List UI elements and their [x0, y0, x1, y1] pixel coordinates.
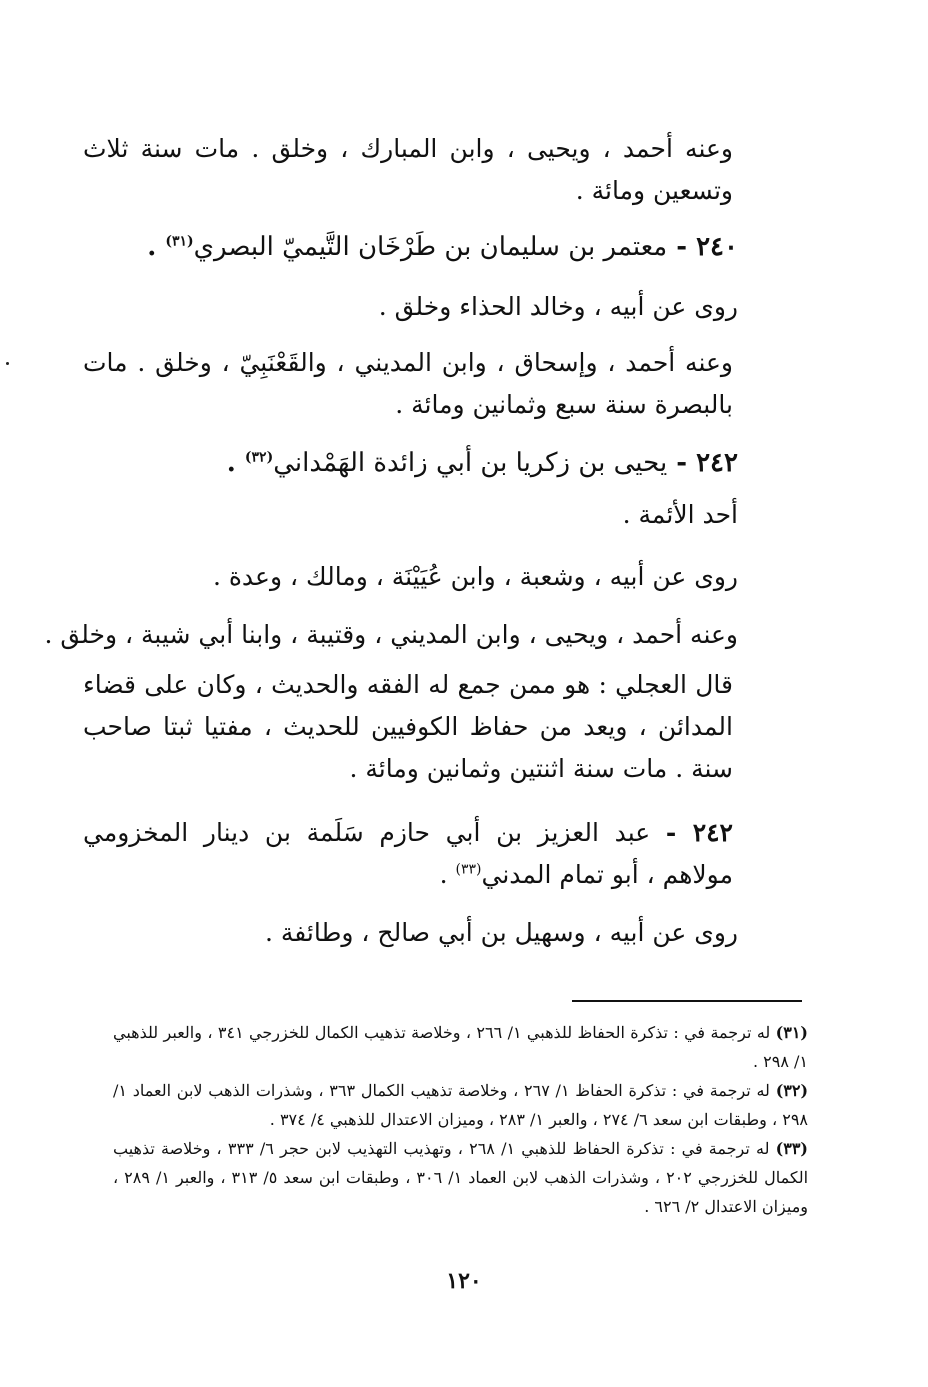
paragraph-text: روى عن أبيه ، وخالد الحذاء وخلق .	[378, 292, 738, 321]
scan-speck	[6, 362, 9, 365]
footnote-ref: (٣٢)	[244, 449, 274, 466]
footnote-ref: (٣٣)	[455, 861, 482, 878]
entry-number: ٢٤٠ -	[676, 232, 738, 262]
footnote-31	[113, 1018, 808, 1076]
footnote-text: له ترجمة في : تذكرة الحفاظ ١/ ٢٦٧ ، وخلاصة تذهيب الكمال ٣٦٣ ، وشذرات الذهب لابن العماد ١/ ٢٩٨ ، وطبقات ابن سعد ٦/ ٢٧٤ ، والعبر ١/ ٢٨٣ ، وميزان الاعتدال للذهبي ٤/ ٣٧٤ .	[113, 1081, 808, 1129]
paragraph-text: روى عن أبيه ، وسهيل بن أبي صالح ، وطائفة .	[264, 918, 738, 947]
paragraph-wanhu-ahmad	[83, 128, 733, 212]
entry-end: .	[226, 448, 245, 478]
paragraph-riwaya-242	[265, 912, 738, 954]
entry-heading-242	[83, 812, 733, 896]
paragraph-text: قال العجلي : هو ممن جمع له الفقه والحديث ، وكان على قضاء المدائن ، ويعد من حفاظ الكوفيين للحديث ، مفتيا ثبتا صاحب سنة . مات سنة اثنتين وثمانين ومائة .	[83, 670, 733, 783]
paragraph-anhu-240	[83, 342, 733, 426]
footnote-33	[113, 1134, 808, 1221]
paragraph-text: وعنه أحمد ، وإسحاق ، وابن المديني ، والقَعْنَبِيّ ، وخلق . مات بالبصرة سنة سبع وثمانين ومائة .	[83, 348, 733, 419]
entry-end: .	[147, 232, 166, 262]
footnote-32	[113, 1076, 808, 1134]
entry-name: عبد العزيز بن أبي حازم سَلَمة بن دينار المخزومي مولاهم ، أبو تمام المدني	[83, 818, 733, 889]
paragraph-riwaya-240	[379, 286, 738, 328]
paragraph-ijli-241	[83, 664, 733, 790]
paragraph-text: روى عن أبيه ، وشعبة ، وابن عُيَيْنَة ، ومالك ، وعدة .	[212, 562, 738, 591]
footnote-number: (٣٣)	[775, 1139, 808, 1158]
page-number: ١٢٠	[446, 1268, 482, 1294]
entry-heading-240	[147, 226, 738, 268]
footnote-separator	[572, 1000, 802, 1002]
footnote-text: له ترجمة في : تذكرة الحفاظ للذهبي ١/ ٢٦٨ ، وتهذيب التهذيب لابن حجر ٦/ ٣٣٣ ، وخلاصة تذهيب الكمال للخزرجي ٢٠٢ ، وشذرات الذهب لابن العماد ١/ ٣٠٦ ، وطبقات ابن سعد ٥/ ٣١٣ ، والعبر ١/ ٢٨٩ ، وميزان الاعتدال ٢/ ٦٢٦ .	[113, 1139, 809, 1216]
paragraph-riwaya-241	[213, 556, 738, 598]
entry-end: .	[439, 860, 456, 889]
entry-name: يحيى بن زكريا بن أبي زائدة الهَمْداني	[273, 448, 668, 478]
paragraph-imam-241	[623, 494, 738, 536]
footnote-text: له ترجمة في : تذكرة الحفاظ للذهبي ١/ ٢٦٦ ، وخلاصة تذهيب الكمال للخزرجي ٣٤١ ، والعبر للذهبي ١/ ٢٩٨ .	[113, 1023, 808, 1071]
paragraph-anhu-241	[45, 614, 738, 656]
entry-name: معتمر بن سليمان بن طَرْخَان التَّيميّ البصري	[193, 232, 668, 262]
footnote-number: (٣١)	[775, 1023, 808, 1042]
entry-number: ٢٤٢ -	[665, 818, 733, 847]
footnote-ref: (٣١)	[165, 233, 194, 250]
paragraph-text: أحد الأئمة .	[622, 500, 738, 529]
footnote-number: (٣٢)	[775, 1081, 809, 1100]
entry-number: ٢٤٢ -	[676, 448, 738, 478]
paragraph-text: وعنه أحمد ، ويحيى ، وابن المبارك ، وخلق . مات سنة ثلاث وتسعين ومائة .	[83, 134, 733, 205]
entry-heading-241	[227, 442, 738, 484]
paragraph-text: وعنه أحمد ، ويحيى ، وابن المديني ، وقتيبة ، وابنا أبي شيبة ، وخلق .	[44, 620, 738, 649]
